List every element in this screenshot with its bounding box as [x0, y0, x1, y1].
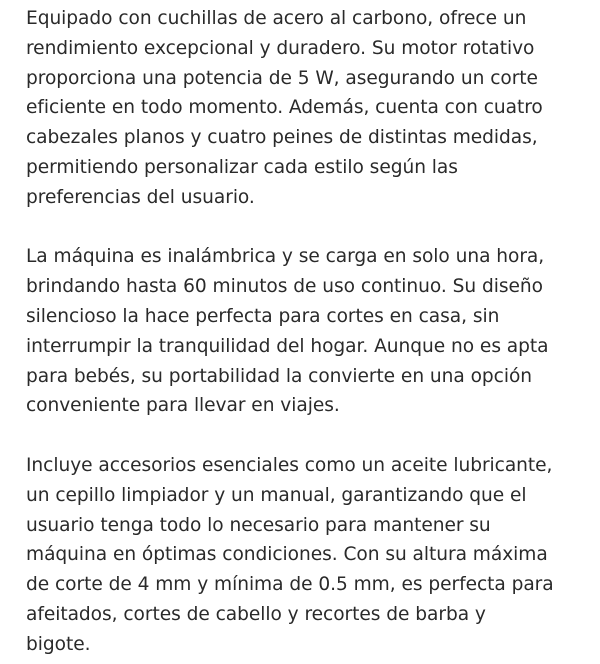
product-description [26, 4, 586, 660]
text-line: La máquina es inalámbrica y se carga en solo una hora, [26, 246, 545, 268]
text-line: rendimiento excepcional y duradero. Su motor rotativo [26, 37, 535, 59]
text-line: cabezales planos y cuatro peines de distintas medidas, [26, 127, 538, 149]
text-line: de corte de 4 mm y mínima de 0.5 mm, es perfecta para [26, 574, 554, 596]
paragraph-accessories [26, 451, 586, 660]
text-line: silencioso la hace perfecta para cortes en casa, sin [26, 305, 500, 327]
text-line: Equipado con cuchillas de acero al carbono, ofrece un [26, 8, 527, 29]
text-line: usuario tenga todo lo necesario para mantener su [26, 514, 491, 536]
text-line: preferencias del usuario. [26, 186, 255, 208]
text-line: interrumpir la tranquilidad del hogar. Aunque no es apta [26, 335, 549, 357]
text-line: para bebés, su portabilidad la convierte en una opción [26, 365, 533, 387]
text-line: un cepillo limpiador y un manual, garantizando que el [26, 484, 527, 506]
text-line: eficiente en todo momento. Además, cuenta con cuatro [26, 97, 543, 119]
text-line: afeitados, cortes de cabello y recortes de barba y [26, 603, 486, 625]
text-line: permitiendo personalizar cada estilo según las [26, 156, 458, 178]
text-line: bigote. [26, 633, 91, 655]
text-line: brindando hasta 60 minutos de uso continuo. Su diseño [26, 276, 543, 298]
text-line: proporciona una potencia de 5 W, asegurando un corte [26, 67, 538, 89]
paragraph-features [26, 4, 586, 213]
paragraph-battery [26, 242, 586, 421]
text-line: Incluye accesorios esenciales como un aceite lubricante, [26, 454, 553, 476]
text-line: máquina en óptimas condiciones. Con su altura máxima [26, 544, 548, 566]
text-line: conveniente para llevar en viajes. [26, 395, 340, 417]
